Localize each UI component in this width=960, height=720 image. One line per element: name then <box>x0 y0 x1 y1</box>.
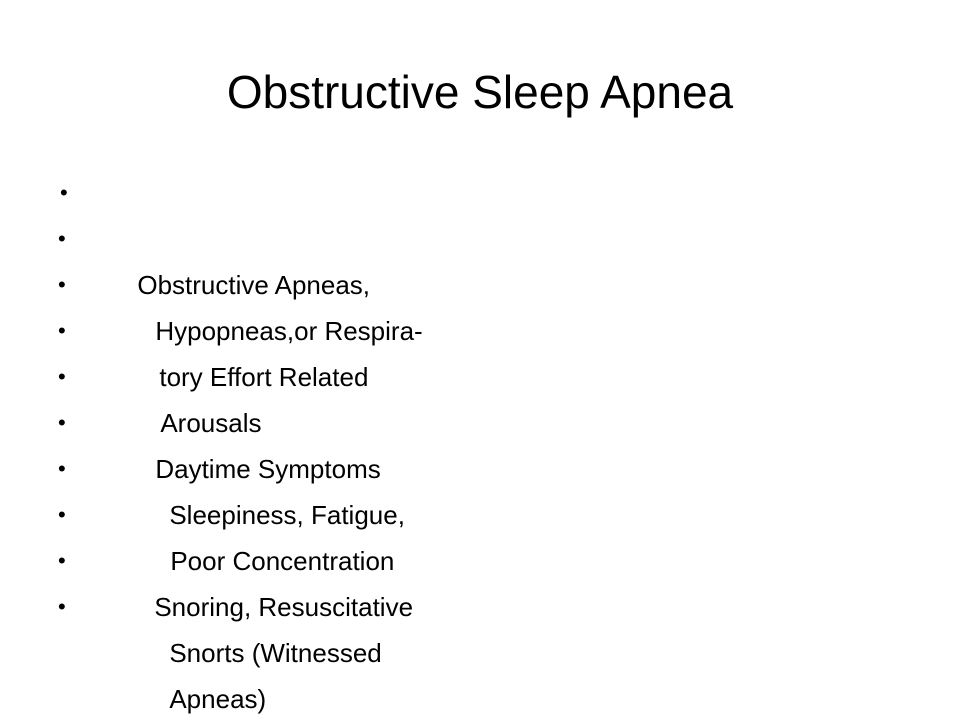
bullet-text: Snorts (Witnessed <box>169 638 382 668</box>
bullet-icon: • <box>58 502 66 527</box>
bullet-icon: • <box>58 410 66 435</box>
bullet-text: Snoring, Resuscitative <box>154 592 414 622</box>
bullet-icon: • <box>58 318 66 343</box>
bullet-icon: • <box>58 456 66 481</box>
list-item <box>58 170 423 300</box>
bullet-text: Hypopneas,or Respira- <box>155 316 423 346</box>
bullet-text: Poor Concentration <box>170 546 395 576</box>
bullet-text: Apneas) <box>169 684 267 714</box>
bullet-icon: • <box>58 364 66 389</box>
bullet-text: tory Effort Related <box>159 362 369 392</box>
bullet-icon: • <box>60 180 68 205</box>
slide-title: Obstructive Sleep Apnea <box>226 66 734 118</box>
bullet-text: Arousals <box>160 408 262 438</box>
bullet-list <box>58 170 423 714</box>
bullet-icon: • <box>58 226 66 251</box>
bullet-text: Obstructive Apneas, <box>137 270 371 300</box>
bullet-icon: • <box>58 594 66 619</box>
bullet-icon: • <box>58 548 66 573</box>
bullet-text: Sleepiness, Fatigue, <box>169 500 405 530</box>
bullet-icon: • <box>58 272 66 297</box>
bullet-text: Daytime Symptoms <box>155 454 381 484</box>
